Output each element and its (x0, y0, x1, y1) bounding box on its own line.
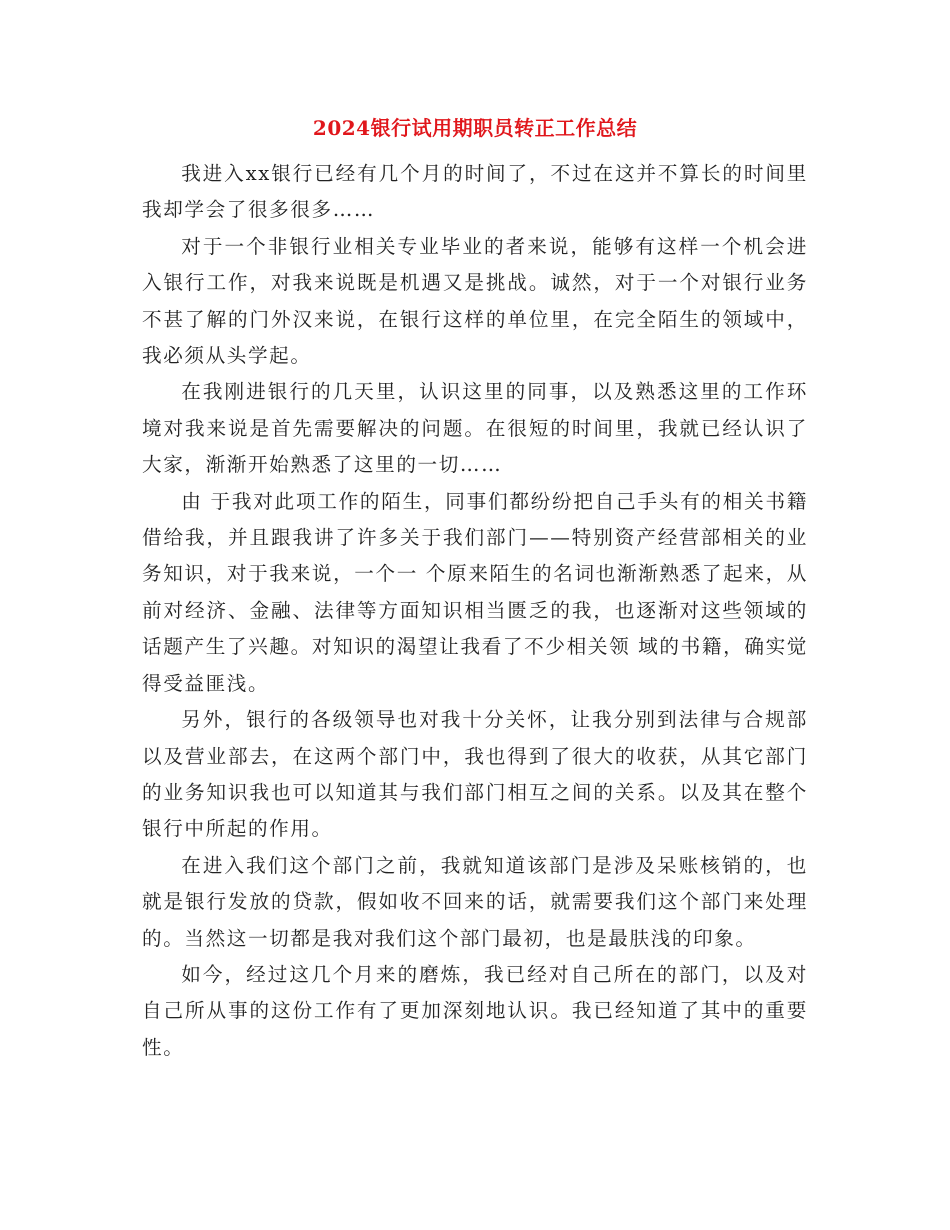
paragraph-2: 对于一个非银行业相关专业毕业的者来说，能够有这样一个机会进入银行工作，对我来说既是机遇又是挑战。诚然，对于一个对银行业务不甚了解的门外汉来说，在银行这样的单位里，在完全陌生的领域中，我必须从头学起。 (142, 234, 808, 368)
paragraph-1: 我进入xx银行已经有几个月的时间了，不过在这并不算长的时间里我却学会了很多很多…… (142, 162, 808, 222)
paragraph-5: 另外，银行的各级领导也对我十分关怀，让我分别到法律与合规部以及营业部去，在这两个部门中，我也得到了很大的收获，从其它部门的业务知识我也可以知道其与我们部门相互之间的关系。以及其在整个银行中所起的作用。 (142, 708, 808, 841)
paragraph-3: 在我刚进银行的几天里，认识这里的同事，以及熟悉这里的工作环境对我来说是首先需要解决的问题。在很短的时间里，我就已经认识了大家，渐渐开始熟悉了这里的一切…… (142, 380, 808, 477)
document-body (142, 156, 808, 1066)
paragraph-4: 由 于我对此项工作的陌生，同事们都纷纷把自己手头有的相关书籍借给我，并且跟我讲了许多关于我们部门——特别资产经营部相关的业务知识，对于我来说，一个一 个原来陌生的名词也渐渐熟悉了起来，从前对经济、金融、法律等方面知识相当匮乏的我，也逐渐对这些领域的话题产生了兴趣。对知识的渴望让我看了不少相关领 域的书籍，确实觉得受益匪浅。 (142, 489, 808, 695)
document-title: 2024银行试用期职员转正工作总结 (312, 116, 638, 140)
paragraph-6: 在进入我们这个部门之前，我就知道该部门是涉及呆账核销的，也就是银行发放的贷款，假如收不回来的话，就需要我们这个部门来处理的。当然这一切都是我对我们这个部门最初，也是最肤浅的印象。 (142, 853, 808, 950)
paragraph-7: 如今，经过这几个月来的磨炼，我已经对自己所在的部门，以及对自己所从事的这份工作有了更加深刻地认识。我已经知道了其中的重要性。 (142, 962, 808, 1059)
